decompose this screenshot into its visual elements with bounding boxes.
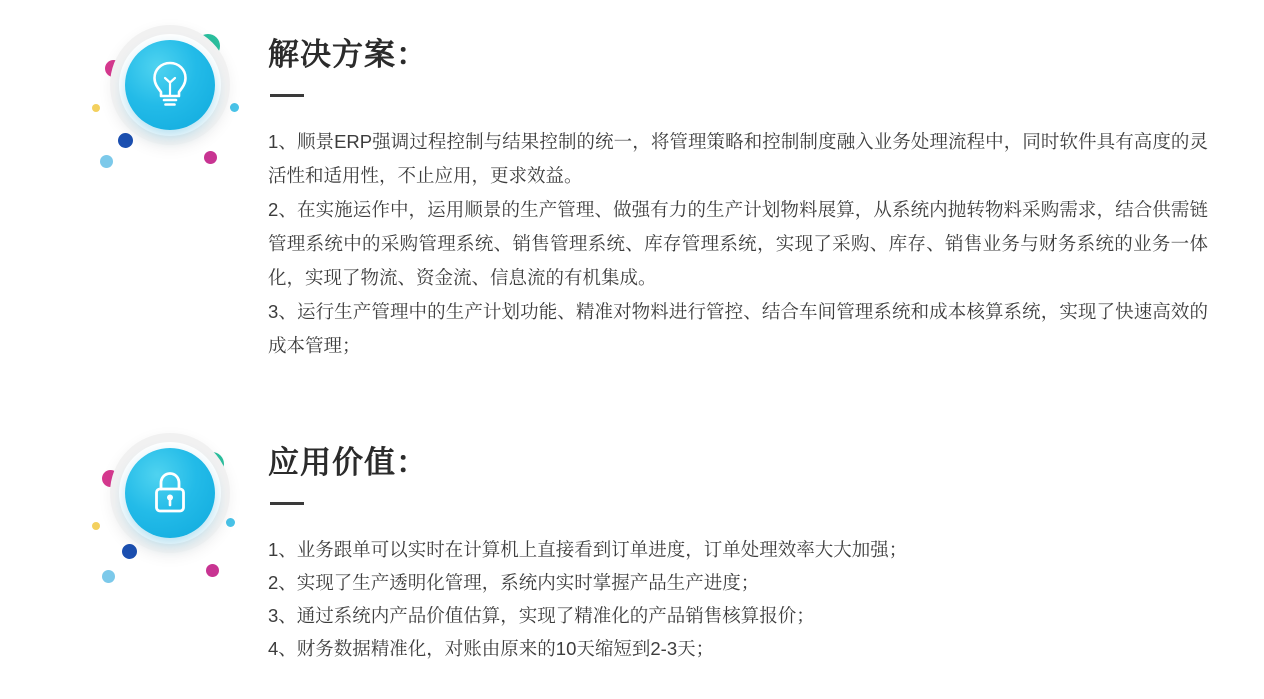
lightbulb-icon xyxy=(125,40,215,130)
section-heading: 解决方案： xyxy=(268,37,428,72)
text-block-solution xyxy=(268,34,1208,363)
decorative-dot-cyan xyxy=(226,518,235,527)
paragraph: 1、顺景ERP强调过程控制与结果控制的统一，将管理策略和控制制度融入业务处理流程中，同时软件具有高度的灵活性和适用性，不止应用，更求效益。 xyxy=(268,131,1208,186)
paragraph: 1、业务跟单可以实时在计算机上直接看到订单进度，订单处理效率大大加强； xyxy=(268,539,908,560)
decorative-dot-light-blue xyxy=(100,155,113,168)
icon-cluster-solution xyxy=(80,10,260,180)
icon-cluster-value xyxy=(80,418,260,588)
section-heading: 应用价值： xyxy=(268,445,428,480)
section-body xyxy=(268,533,1208,665)
decorative-dot-light-blue xyxy=(102,570,115,583)
paragraph: 2、在实施运作中，运用顺景的生产管理、做强有力的生产计划物料展算，从系统内抛转物料采购需求，结合供需链管理系统中的采购管理系统、销售管理系统、库存管理系统，实现了采购、库存、销售业务与财务系统的业务一体化，实现了物流、资金流、信息流的有机集成。 xyxy=(268,199,1208,288)
paragraph: 2、实现了生产透明化管理，系统内实时掌握产品生产进度； xyxy=(268,572,760,593)
decorative-dot-navy xyxy=(122,544,137,559)
paragraph: 3、运行生产管理中的生产计划功能、精准对物料进行管控、结合车间管理系统和成本核算系统，实现了快速高效的成本管理； xyxy=(268,301,1208,356)
heading-underline xyxy=(270,94,304,97)
paragraph: 4、财务数据精准化，对账由原来的10天缩短到2-3天； xyxy=(268,638,715,659)
decorative-dot-yellow xyxy=(92,104,100,112)
text-block-value xyxy=(268,442,1208,665)
paragraph: 3、通过系统内产品价值估算，实现了精准化的产品销售核算报价； xyxy=(268,605,815,626)
decorative-dot-magenta xyxy=(204,151,217,164)
decorative-dot-navy xyxy=(118,133,133,148)
section-body xyxy=(268,125,1208,363)
heading-underline xyxy=(270,502,304,505)
decorative-dot-magenta xyxy=(206,564,219,577)
lock-icon xyxy=(125,448,215,538)
decorative-dot-cyan xyxy=(230,103,239,112)
decorative-dot-yellow xyxy=(92,522,100,530)
